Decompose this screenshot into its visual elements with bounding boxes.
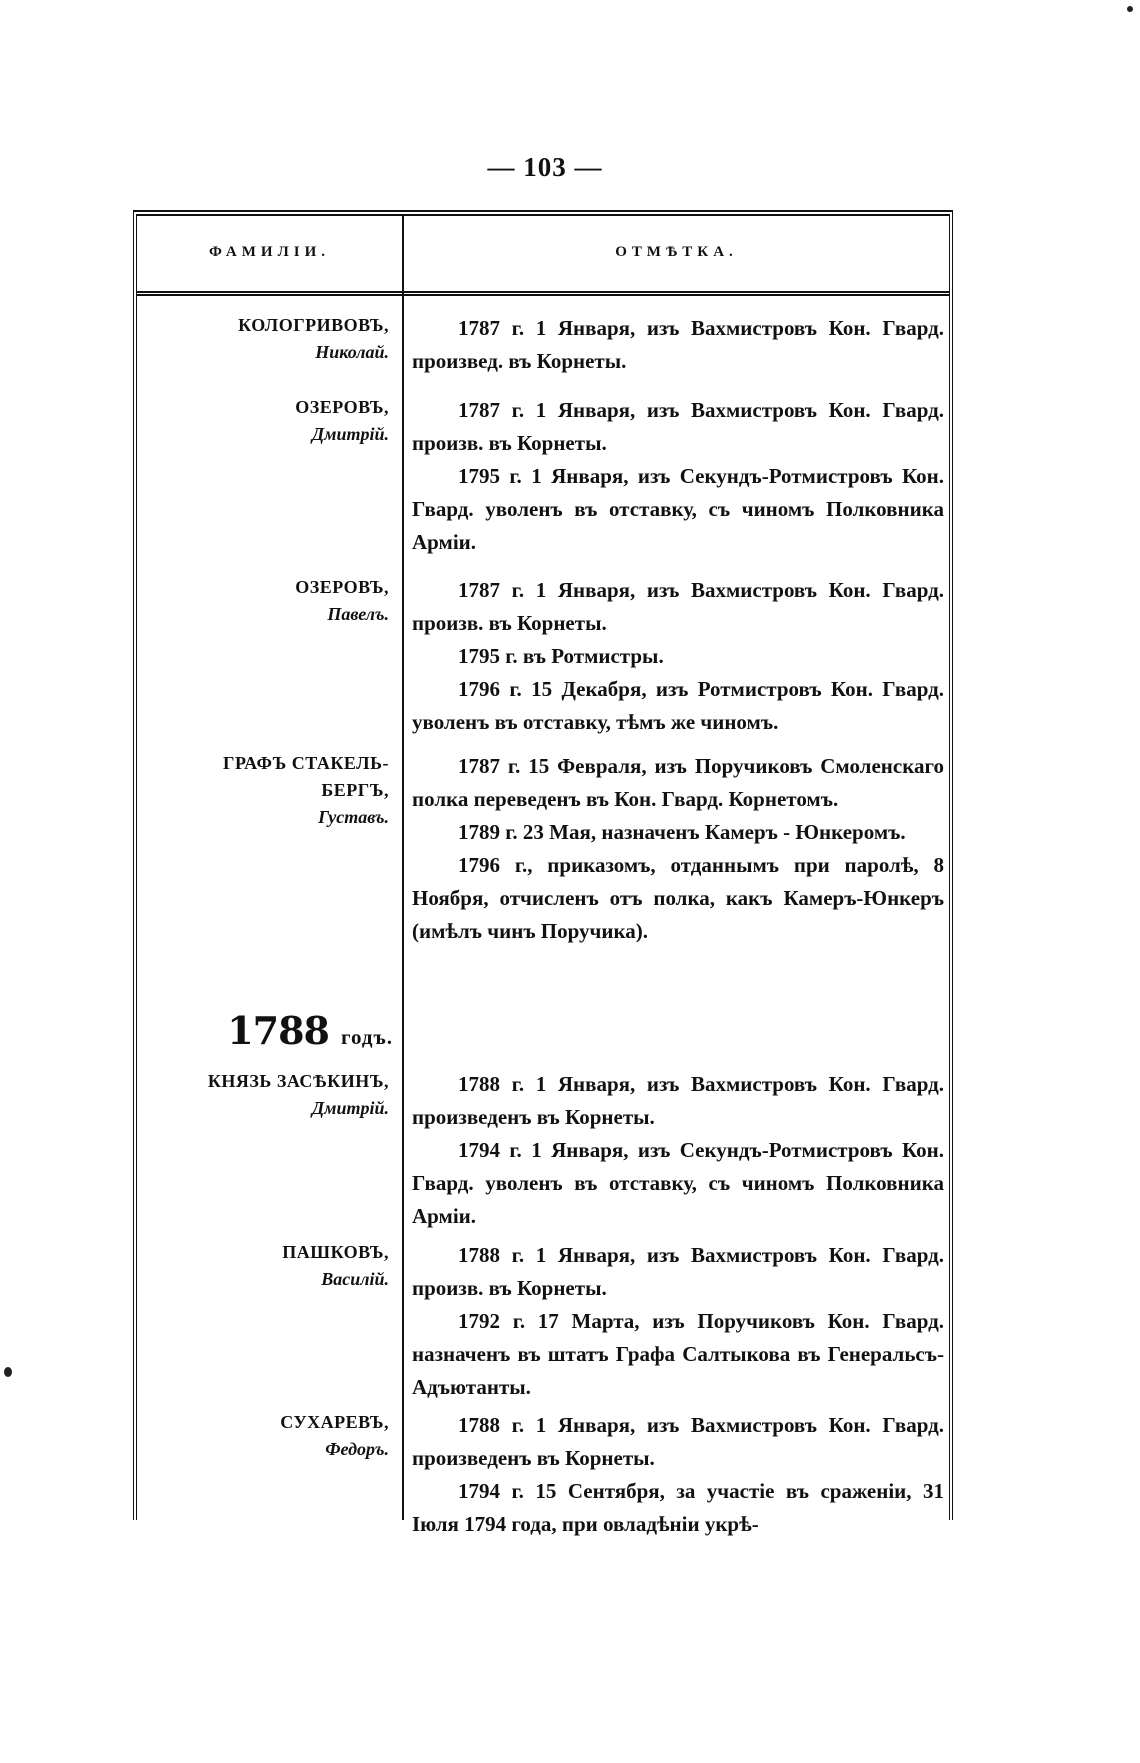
name-cell (137, 1068, 389, 1122)
service-note: 1794 г. 15 Сентября, за участіе въ сраженіи, 31 Іюля 1794 года, при овладѣніи укрѣ- (412, 1479, 944, 1536)
service-note: 1796 г., приказомъ, отданнымъ при паролѣ, 8 Ноября, отчисленъ отъ полка, какъ Камеръ-Юнкеръ (имѣлъ чинъ Поручика). (412, 853, 944, 943)
surname: КОЛОГРИВОВЪ, (238, 315, 389, 335)
notes-cell (412, 394, 944, 559)
notes-cell (412, 1068, 944, 1233)
surname: ПАШКОВЪ, (282, 1242, 389, 1262)
name-cell (137, 394, 389, 448)
given-name: Василій. (321, 1269, 389, 1289)
year-heading (33, 1008, 393, 1053)
service-note: 1787 г. 1 Января, изъ Вахмистровъ Кон. Гвард. произв. въ Корнеты. (412, 578, 944, 635)
notes-cell (412, 574, 944, 739)
service-note: 1788 г. 1 Января, изъ Вахмистровъ Кон. Гвард. произведенъ въ Корнеты. (412, 1072, 944, 1129)
surname: ОЗЕРОВЪ, (295, 397, 389, 417)
given-name: Дмитрій. (311, 1098, 389, 1118)
given-name: Густавъ. (318, 807, 389, 827)
notes-cell (412, 750, 944, 948)
notes-cell (412, 312, 944, 378)
name-cell (137, 1409, 389, 1463)
names-column-header: ФАМИЛІИ. (208, 244, 331, 260)
service-note: 1794 г. 1 Января, изъ Секундъ-Ротмистровъ Кон. Гвард. уволенъ въ отставку, съ чиномъ Полковника Арміи. (412, 1138, 944, 1228)
year-number: 1788 (227, 1008, 329, 1053)
ink-speck (4, 1367, 12, 1377)
notes-cell (412, 1409, 944, 1541)
service-note: 1795 г. въ Ротмистры. (458, 644, 664, 668)
notes-cell (412, 1239, 944, 1404)
surname: ГРАФЪ СТАКЕЛЬ- (223, 753, 389, 773)
column-divider (402, 216, 404, 1520)
name-cell (137, 574, 389, 628)
name-cell (137, 312, 389, 366)
table-header (137, 216, 949, 296)
given-name: Дмитрій. (311, 424, 389, 444)
service-note: 1788 г. 1 Января, изъ Вахмистровъ Кон. Гвард. произв. въ Корнеты. (412, 1243, 944, 1300)
service-note: 1789 г. 23 Мая, назначенъ Камеръ - Юнкеромъ. (458, 820, 906, 844)
given-name: Павелъ. (327, 604, 389, 624)
surname: КНЯЗЬ ЗАСѢКИНЪ, (207, 1071, 389, 1091)
service-note: 1795 г. 1 Января, изъ Секундъ-Ротмистровъ Кон. Гвард. уволенъ въ отставку, съ чиномъ Полковника Арміи. (412, 464, 944, 554)
service-note: 1787 г. 1 Января, изъ Вахмистровъ Кон. Гвард. произв. въ Корнеты. (412, 398, 944, 455)
surname: СУХАРЕВЪ, (280, 1412, 389, 1432)
surname: ОЗЕРОВЪ, (295, 577, 389, 597)
ink-speck (1127, 6, 1133, 12)
given-name: Николай. (315, 342, 389, 362)
name-cell (137, 750, 389, 831)
service-note: 1788 г. 1 Января, изъ Вахмистровъ Кон. Гвард. произведенъ въ Корнеты. (412, 1413, 944, 1470)
surname-continuation: БЕРГЪ, (321, 780, 389, 800)
service-note: 1787 г. 1 Января, изъ Вахмистровъ Кон. Гвард. произвед. въ Корнеты. (412, 316, 944, 373)
year-word: годъ. (340, 1025, 393, 1049)
notes-column-header: ОТМѢТКА. (615, 244, 738, 260)
name-cell (137, 1239, 389, 1293)
page-number: — 103 — (487, 152, 603, 182)
given-name: Федоръ. (325, 1439, 389, 1459)
register-table (133, 210, 953, 1536)
service-note: 1787 г. 15 Февраля, изъ Поручиковъ Смоленскаго полка переведенъ въ Кон. Гвард. Корнетомъ. (412, 754, 944, 811)
service-note: 1796 г. 15 Декабря, изъ Ротмистровъ Кон. Гвард. уволенъ въ отставку, тѣмъ же чиномъ. (412, 677, 944, 734)
service-note: 1792 г. 17 Марта, изъ Поручиковъ Кон. Гвард. назначенъ въ штатъ Графа Салтыкова въ Генеральсъ-Адъютанты. (412, 1309, 944, 1399)
